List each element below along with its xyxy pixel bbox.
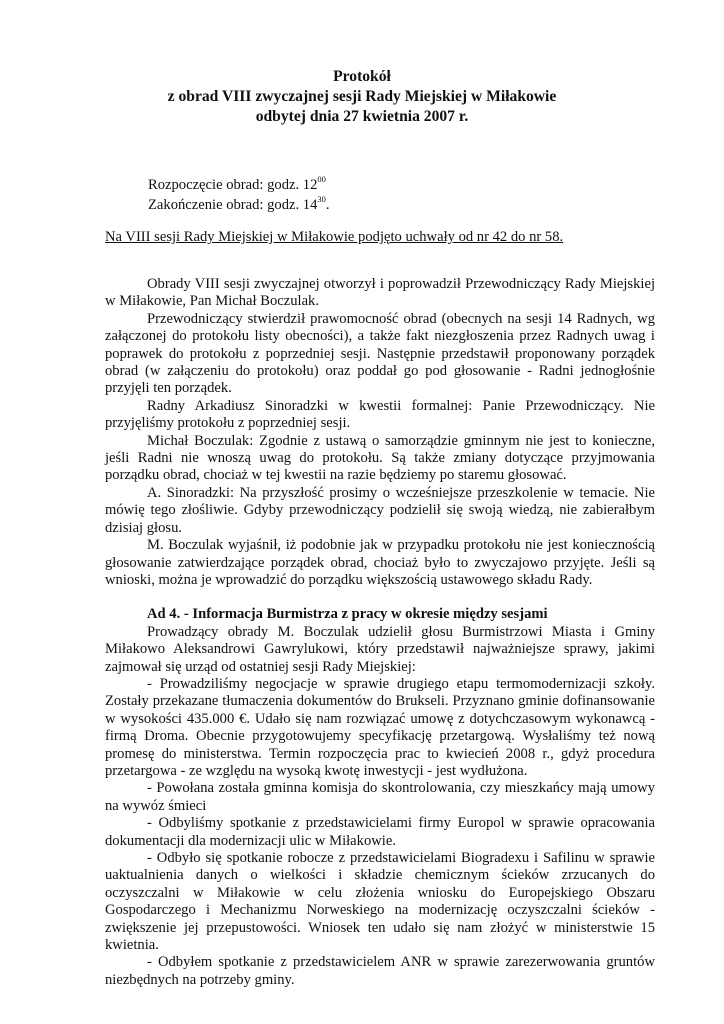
document-title [0, 67, 724, 127]
protocol-body [105, 276, 655, 989]
section-item-waste-commission: - Powołana została gminna komisja do skontrolowania, czy mieszkańcy mają umowy na wywóz śmieci [105, 780, 655, 814]
section-item-thermomodernization: - Prowadziliśmy negocjacje w sprawie drugiego etapu termomodernizacji szkoły. Zostały przekazane tłumaczenia dokumentów do Brukseli. Przyznano gminie dofinansowanie w wysokości 435.000 €. Udało się nam rozwiązać umowę z dotychczasowym wykonawcą - firmą Droma. Obecnie przygotowujemy specyfikację przetargową. Wysłaliśmy też nową promesę do ministerstwa. Termin rozpoczęcia prac to kwiecień 2008 r., gdyż procedura przetargowa - ze względu na wysoką kwotę inwestycji - jest wydłużona. [105, 675, 655, 779]
resolutions-note: Na VIII sesji Rady Miejskiej w Miłakowie podjęto uchwały od nr 42 do nr 58. [105, 229, 564, 245]
title-line-protocol: Protokół [333, 68, 391, 85]
section-item-europol: - Odbyliśmy spotkanie z przedstawicielami firmy Europol w sprawie opracowania dokumentacji dla modernizacji ulic w Miłakowie. [105, 815, 655, 849]
title-line-session: z obrad VIII zwyczajnej sesji Rady Miejskiej w Miłakowie [167, 88, 557, 105]
section-heading: Ad 4. - Informacja Burmistrza z pracy w okresie między sesjami [147, 606, 548, 623]
end-time-label: Zakończenie obrad: godz. 14 [148, 197, 318, 213]
paragraph-chair-reply: Michał Boczulak: Zgodnie z ustawą o samorządzie gminnym nie jest to konieczne, jeśli Radni nie wnoszą uwag do protokołu. Są także zmiany dotyczące przyjmowania porządku obrad, chociaż w tej kwestii na razie będziemy po staremu głosować. [105, 432, 655, 484]
paragraph-opening: Obrady VIII sesji zwyczajnej otworzył i poprowadził Przewodniczący Rady Miejskiej w Miłakowie, Pan Michał Boczulak. [105, 276, 655, 310]
end-time [148, 195, 330, 215]
session-times [148, 175, 330, 215]
end-time-suffix: . [325, 197, 330, 213]
section-item-anr: - Odbyłem spotkanie z przedstawicielem ANR w sprawie zarezerwowania gruntów niezbędnych na potrzeby gminy. [105, 954, 655, 988]
start-time [148, 175, 330, 195]
section-paragraph-intro: Prowadzący obrady M. Boczulak udzielił głosu Burmistrzowi Miasta i Gminy Miłakowo Aleksandrowi Gawrylukowi, który przedstawił najważniejsze sprawy, jakimi zajmował się urząd od ostatniej sesji Rady Miejskiej: [105, 623, 655, 675]
paragraph-explanation: M. Boczulak wyjaśnił, iż podobnie jak w przypadku protokołu nie jest koniecznością głosowanie zatwierdzające porządek obrad, chociaż było to zwyczajowo przyjęte. Jeśli są wnioski, można je wprowadzić do porządku większością ustawowego składu Rady. [105, 537, 655, 588]
paragraph-formal-motion: Radny Arkadiusz Sinoradzki w kwestii formalnej: Panie Przewodniczący. Nie przyjęliśmy protokołu z poprzedniej sesji. [105, 397, 655, 432]
end-time-minutes: 30 [317, 194, 326, 205]
start-time-label: Rozpoczęcie obrad: godz. 12 [148, 177, 318, 193]
paragraph-quorum: Przewodniczący stwierdził prawomocność obrad (obecnych na sesji 14 Radnych, wg załączonej do protokołu listy obecności), a także fakt niezgłoszenia przez Radnych uwag i poprawek do protokołu z poprzedniej sesji. Następnie przedstawił proponowany porządek obrad (w załączeniu do protokołu) oraz poddał go pod głosowanie - Radni jednogłośnie przyjęli ten porządek. [105, 310, 655, 397]
start-time-minutes: 00 [317, 174, 326, 185]
paragraph-sinoradzki: A. Sinoradzki: Na przyszłość prosimy o wcześniejsze przeszkolenie w temacie. Nie mówię tego złośliwie. Gdyby przewodniczący podzielił się swoją wiedzą, nie zabierałbym dzisiaj głosu. [105, 484, 655, 536]
title-line-date: odbytej dnia 27 kwietnia 2007 r. [255, 108, 469, 125]
section-item-wastewater: - Odbyło się spotkanie robocze z przedstawicielami Biogradexu i Safilinu w sprawie uaktualnienia danych o wielkości i składzie chemicznym ścieków zrzucanych do oczyszczalni w Miłakowie w celu złożenia wniosku do Europejskiego Obszaru Gospodarczego i Mechanizmu Norweskiego na modernizację oczyszczalni ścieków - zwiększenie jej przepustowości. Wniosek ten udało się nam złożyć w ministerstwie 15 kwietnia. [105, 850, 655, 954]
